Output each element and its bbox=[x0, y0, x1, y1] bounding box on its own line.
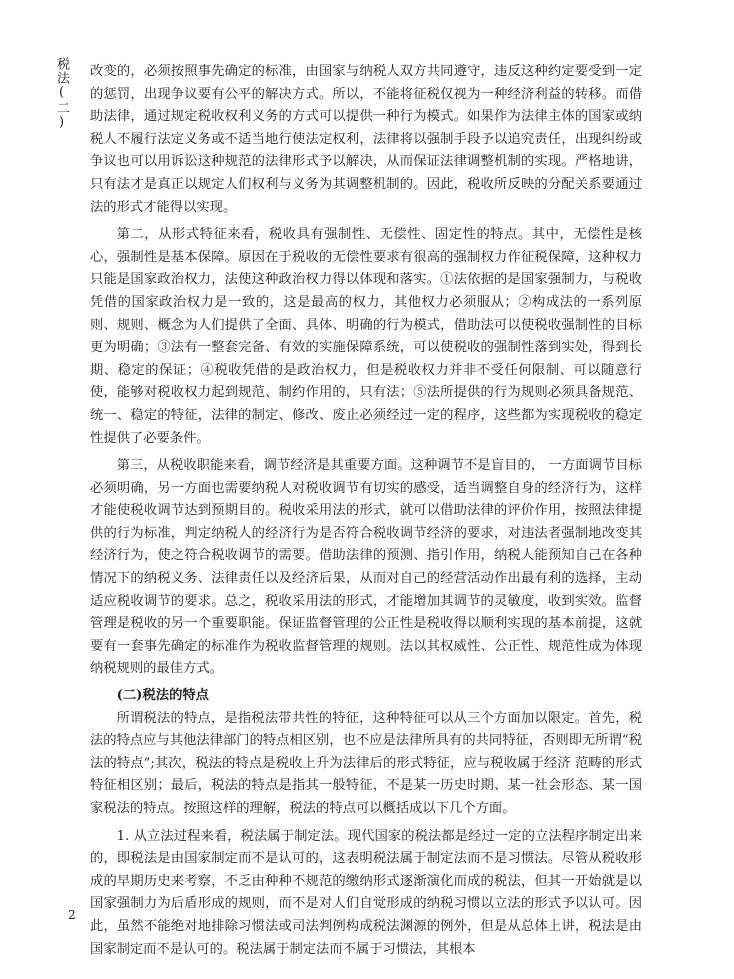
section-heading: (二)税法的特点 bbox=[116, 688, 209, 704]
paragraph: 第二，从形式特征来看，税收具有强制性、无偿性、固定性的特点。其中，无偿性是核心，强制性是基本保障。原因在于税收的无偿性要求有很高的强制权力作征税保障，这种权力只能是国家政治权力，法使这种政治权力得以体现和落实。①法依据的是国家强制力，与税收凭借的国家政治权力是一致的，这是最高的权力，其他权力必须服从；②构成法的一系列原则、规则、概念为人们提供了全面、具体、明确的行为模式，借助法可以使税收强制性的目标更为明确；③法有一整套完备、有效的实施保障系统，可以使税收的强制性落到实处，得到长期、稳定的保证；④税收凭借的是政治权力，但是税收权力并非不受任何限制、可以随意行使，能够对税收权力起到规范、制约作用的，只有法；⑤法所提供的行为规则必须具备规范、统一、稳定的特征，法律的制定、修改、废止必须经过一定的程序，这些都为实现税收的稳定性提供了必要条件。 bbox=[90, 227, 642, 446]
paragraph: 改变的，必须按照事先确定的标准，由国家与纳税人双方共同遵守，违反这种约定要受到一定的惩罚，出现争议要有公平的解决方式。所以，不能将征税仅视为一种经济利益的转移。而借助法律，通过规定税收权利义务的方式可以提供一种行为模式。如果作为法律主体的国家或纳税人不履行法定义务或不适当地行使法定权利，法律将以强制手段予以追究责任，出现纠纷或争议也可以用诉讼这种规范的法律形式予以解决，从而保证法律调整机制的实现。严格地讲，只有法才是真正以规定人们权利与义务为其调整机制的。因此，税收所反映的分配关系要通过法的形式才能得以实现。 bbox=[90, 64, 642, 215]
paragraph: 所谓税法的特点，是指税法带共性的特征，这种特征可以从三个方面加以限定。首先，税法的特点应与其他法律部门的特点相区别，也不应是法律所具有的共同特征，否则即无所谓“税法的特点”;其次，税法的特点是税收上升为法律后的形式特征，应与税收属于经济 范畴的形式特征相区别；最后，税法的特点是指其一般特征，不是某一历史时期、某一社会形态、某一国家税法的特点。按照这样的理解，税法的特点可以概括成以下几个方面。 bbox=[90, 710, 642, 816]
chapter-side-tab: 税法(二) bbox=[54, 57, 69, 131]
paragraph: 1. 从立法过程来看，税法属于制定法。现代国家的税法都是经过一定的立法程序制定出来的，即税法是由国家制定而不是认可的，这表明税法属于制定法而不是习惯法。尽管从税收形成的早期历史来考察，不乏由种种不规范的缴纳形式逐渐演化而成的税法，但其一开始就是以国家强制力为后盾形成的规则，而不是对人们自觉形成的纳税习惯以立法的形式予以认可。因此，虽然不能绝对地排除习惯法或司法判例构成税法渊源的例外，但是从总体上讲，税法是由国家制定而不是认可的。税法属于制定法而不属于习惯法，其根本 bbox=[90, 828, 642, 957]
page-number: 2 bbox=[68, 908, 76, 922]
page-body bbox=[90, 61, 642, 961]
paragraph: 第三，从税收职能来看，调节经济是其重要方面。这种调节不是盲目的， 一方面调节目标必须明确，另一方面也需要纳税人对税收调节有切实的感受，适当调整自身的经济行为，这样才能使税收调节达到预期目的。税收采用法的形式，就可以借助法律的评价作用，按照法律提供的行为标准，判定纳税人的经济行为是否符合税收调节经济的要求，对违法者强制地改变其经济行为，使之符合税收调节的需要。借助法律的预测、指引作用，纳税人能预知自己在各种情况下的纳税义务、法律责任以及经济后果，从而对自己的经营活动作出最有利的选择，主动适应税收调节的要求。总之，税收采用法的形式，才能增加其调节的灵敏度，收到实效。监督管理是税收的另一个重要职能。保证监督管理的公正性是税收得以顺利实现的基本前提，这就要有一套事先确定的标准作为税收监督管理的规则。法以其权威性、公正性、规范性成为体现纳税规则的最佳方式。 bbox=[90, 458, 642, 677]
